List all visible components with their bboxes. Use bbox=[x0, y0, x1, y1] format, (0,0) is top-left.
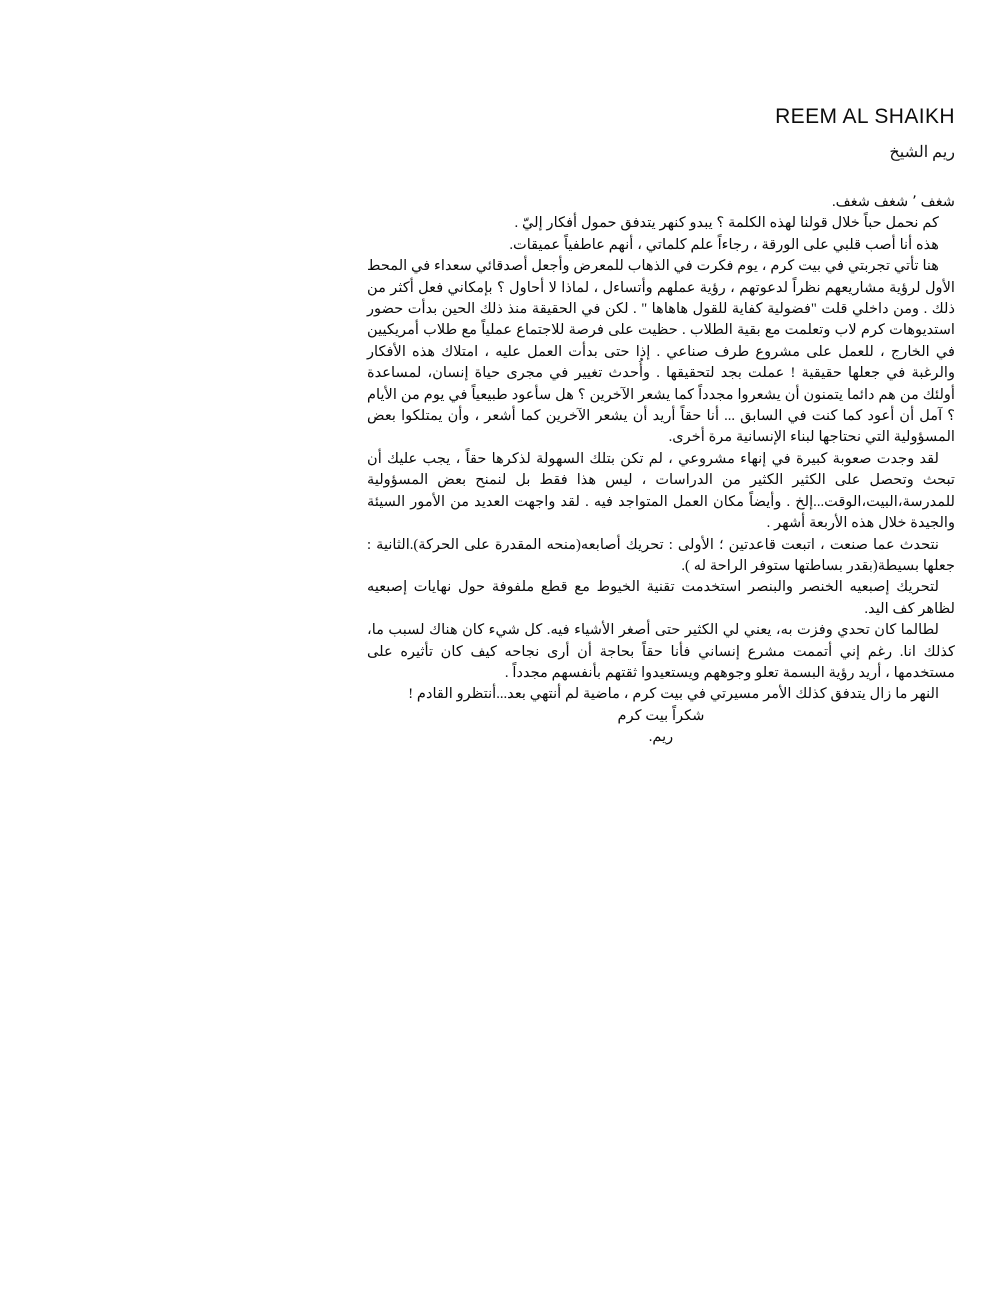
paragraph: لقد وجدت صعوبة كبيرة في إنهاء مشروعي ، لم تكن بتلك السهولة لذكرها حقاً ، يجب عليك أن تبحث وتحصل على الكثير الكثير من الدراسات ، ليس هذا فقط بل لنمنح بعض المسؤولية للمدرسة،البيت،الوقت...إلخ . وأيضاً مكان العمل المتواجد فيه . لقد واجهت العديد من الأمور السيئة والجيدة خلال هذه الأربعة أشهر . bbox=[367, 450, 955, 532]
closing-thanks: شكراً بيت كرم bbox=[617, 707, 705, 724]
paragraph: كم نحمل حباً خلال قولنا لهذه الكلمة ؟ يبدو كنهر يتدفق حمول أفكار إليّ . bbox=[514, 215, 939, 232]
paragraph: لتحريك إصبعيه الخنصر والبنصر استخدمت تقنية الخيوط مع قطع ملفوفة حول نهايات إصبعيه لظاهر كف اليد. bbox=[367, 579, 955, 617]
document-header bbox=[335, 104, 955, 164]
page-title: REEM AL SHAIKH bbox=[775, 105, 955, 128]
paragraph: شغف ٬ شغف شغف. bbox=[832, 194, 955, 210]
paragraph: النهر ما زال يتدفق كذلك الأمر مسيرتي في بيت كرم ، ماضية لم أنتهي بعد...أنتظرو القادم ! bbox=[408, 686, 939, 703]
page-subtitle-arabic: ريم الشيخ bbox=[889, 144, 955, 161]
paragraph: هنا تأتي تجربتي في بيت كرم ، يوم فكرت في الذهاب للمعرض وأجعل أصدقائي سعداء في المحط الأول لرؤية مشاريعهم نظراً لدعوتهم ، رؤية عملهم وأتساءل ، لماذا لا أحاول ؟ بإمكاني فعل أكثر من ذلك . ومن داخلي قلت "فضولية كفاية للقول هاهاها " . لكن في الحقيقة منذ ذلك الحين بدأت حضور استديوهات كرم لاب وتعلمت مع بقية الطلاب . حظيت على فرصة للاجتماع عملياً مع طلاب أمريكيين في الخارج ، للعمل على مشروع طرف صناعي . إذا حتى بدأت العمل عليه ، امتلاك هذه الأفكار والرغبة في جعلها حقيقية ! عملت بجد لتحقيقها . وأُحدث تغيير في مجرى حياة إنسان، لمساعدة أولئك من هم دائما يتمنون أن يشعروا مجدداً كما يشعر الآخرين ؟ هل سأعود طبيعياً في يوم من الأيام ؟ آمل أن أعود كما كنت في السابق ... أنا حقاً أريد أن يشعر الآخرين كما أشعر ، وأن يمتلكوا بعض المسؤولية التي نحتاجها لبناء الإنسانية مرة أخرى. bbox=[367, 258, 955, 446]
paragraph: هذه أنا أصب قلبي على الورقة ، رجاءاً علم كلماتي ، أنهم عاطفياً عميقات. bbox=[509, 236, 939, 253]
paragraph: نتحدث عما صنعت ، اتبعت قاعدتين ؛ الأولى : تحريك أصابعه(منحه المقدرة على الحركة).الثانية : جعلها بسيطة(بقدر بساطتها ستوفر الراحة له ). bbox=[367, 536, 955, 574]
signature: ريم. bbox=[648, 729, 674, 746]
document-body bbox=[367, 192, 955, 749]
paragraph: لطالما كان تحدي وفزت به، يعني لي الكثير حتى أصغر الأشياء فيه. كل شيء كان هناك لسبب ما، كذلك انا. رغم إني أتممت مشرع إنساني فأنا حقاً بحاجة أن أرى نجاحه كيف كان تأثيره على مستخدمها ، أريد رؤية البسمة تعلو وجوههم ويستعيدوا ثقتهم بأنفسهم مجدداً . bbox=[367, 622, 955, 681]
